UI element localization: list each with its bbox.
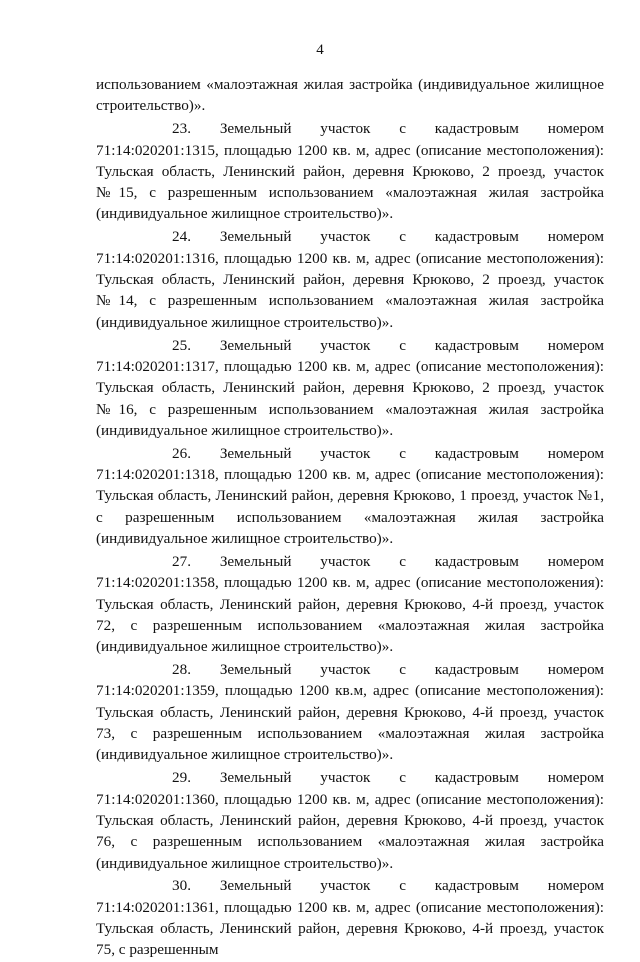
list-item [96, 659, 604, 765]
item-text: Земельный участок с кадастровым номером 71:14:020201:1315, площадью 1200 кв. м, адрес (описание местоположения): Тульская область, Ленинский район, деревня Крюково, 2 проезд, участок №15, с разрешенным использованием «малоэтажная жилая застройка (индивидуальное жилищное строительство)». [96, 120, 605, 223]
list-item [96, 875, 604, 960]
document-body [96, 74, 604, 962]
page-number: 4 [316, 42, 324, 58]
list-item [96, 335, 604, 441]
item-text: Земельный участок с кадастровым номером 71:14:020201:1359, площадью 1200 кв.м, адрес (описание местоположения): Тульская область, Ленинский район, деревня Крюково, 4-й проезд, участок 73, с разрешенным использованием «малоэтажная жилая застройка (индивидуальное жилищное строительство)». [96, 661, 605, 764]
item-text: Земельный участок с кадастровым номером 71:14:020201:1317, площадью 1200 кв. м, адрес (описание местоположения): Тульская область, Ленинский район, деревня Крюково, 2 проезд, участок №16, с разрешенным использованием «малоэтажная жилая застройка (индивидуальное жилищное строительство)». [96, 336, 605, 439]
item-text: Земельный участок с кадастровым номером 71:14:020201:1358, площадью 1200 кв. м, адрес (описание местоположения): Тульская область, Ленинский район, деревня Крюково, 4-й проезд, участок 72, с разрешенным использованием «малоэтажная жилая застройка (индивидуальное жилищное строительство)». [96, 552, 605, 656]
continuation-paragraph: использованием «малоэтажная жилая застройка (индивидуальное жилищное строительство)». [96, 76, 604, 115]
list-item [96, 551, 604, 657]
item-text: Земельный участок с кадастровым номером 71:14:020201:1361, площадью 1200 кв. м, адрес (описание местоположения): Тульская область, Ленинский район, деревня Крюково, 4-й проезд, участок 75, с разрешенным [96, 877, 605, 959]
list-item [96, 443, 604, 549]
item-text: Земельный участок с кадастровым номером 71:14:020201:1360, площадью 1200 кв. м, адрес (описание местоположения): Тульская область, Ленинский район, деревня Крюково, 4-й проезд, участок 76, с разрешенным использованием «малоэтажная жилая застройка (индивидуальное жилищное строительство)». [96, 769, 605, 872]
item-number: 29. [172, 769, 191, 787]
item-number: 30. [172, 877, 191, 895]
item-text: Земельный участок с кадастровым номером 71:14:020201:1318, площадью 1200 кв. м, адрес (описание местоположения): Тульская область, Ленинский район, деревня Крюково, 1 проезд, участок №1, с разрешенным использованием «малоэтажная жилая застройка (индивидуальное жилищное строительство)». [96, 444, 605, 547]
item-number: 26. [172, 444, 191, 462]
item-number: 25. [172, 336, 191, 354]
list-item [96, 118, 604, 224]
item-number: 27. [172, 552, 191, 570]
list-item [96, 767, 604, 873]
item-text: Земельный участок с кадастровым номером 71:14:020201:1316, площадью 1200 кв. м, адрес (описание местоположения): Тульская область, Ленинский район, деревня Крюково, 2 проезд, участок №14, с разрешенным использованием «малоэтажная жилая застройка (индивидуальное жилищное строительство)». [96, 228, 605, 331]
item-number: 28. [172, 661, 191, 679]
item-number: 23. [172, 120, 191, 138]
list-item [96, 226, 604, 332]
item-number: 24. [172, 228, 191, 246]
